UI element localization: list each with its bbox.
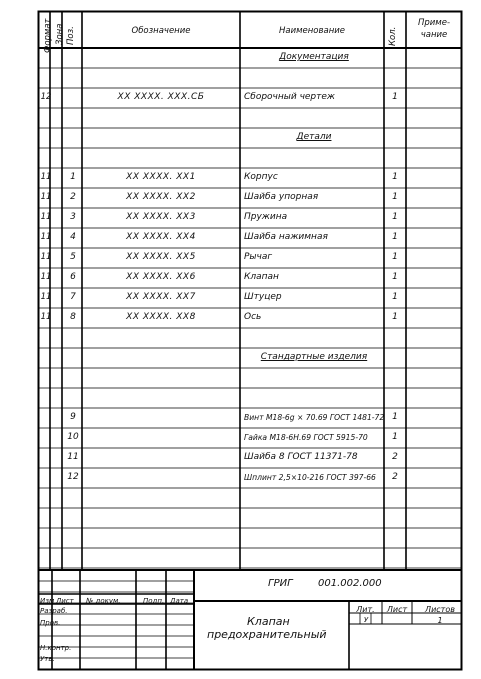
sheets-value: 1 xyxy=(437,616,443,625)
doc-code-number: 001.002.000 xyxy=(318,578,382,589)
cell-qty: 1 xyxy=(392,252,398,262)
cell-format: 11 xyxy=(40,172,52,182)
cell-designation: XX XXXX. XX8 xyxy=(126,312,196,322)
cell-qty: 1 xyxy=(392,312,398,322)
cell-name: Документация xyxy=(279,52,349,62)
cell-name: Клапан xyxy=(244,272,279,282)
cell-name: Шплинт 2,5×10-216 ГОСТ 397-66 xyxy=(244,473,376,482)
header-qty: Кол. xyxy=(388,26,398,46)
sheet-label: Лист xyxy=(386,605,408,614)
cell-designation: XX XXXX. XX2 xyxy=(126,192,196,202)
cell-name: Винт М18-6g × 70.69 ГОСТ 1481-72 xyxy=(244,413,385,422)
cell-qty: 2 xyxy=(392,452,398,462)
cell-name: Рычаг xyxy=(244,252,273,262)
cell-format: 11 xyxy=(40,292,52,302)
cell-pos: 6 xyxy=(70,272,76,282)
col-date: Дата xyxy=(170,597,189,605)
cell-designation: XX XXXX. XX3 xyxy=(126,212,196,222)
header-note-line2: чание xyxy=(420,30,448,40)
cell-format: 11 xyxy=(40,232,52,242)
cell-format: 11 xyxy=(40,272,52,282)
cell-name: Ось xyxy=(244,312,262,322)
cell-name: Шайба 8 ГОСТ 11371-78 xyxy=(244,452,358,462)
col-list: Лист xyxy=(56,597,74,605)
cell-pos: 3 xyxy=(70,212,76,222)
row-razrab: Разраб. xyxy=(40,607,68,615)
cell-qty: 1 xyxy=(392,92,398,102)
title-line1: Клапан xyxy=(247,615,290,628)
cell-pos: 12 xyxy=(67,472,79,482)
cell-designation: XX XXXX. XX1 xyxy=(126,172,196,182)
cell-format: 11 xyxy=(40,212,52,222)
sheets-label: Листов xyxy=(425,605,455,614)
cell-format: 11 xyxy=(40,312,52,322)
header-designation: Обозначение xyxy=(131,26,191,36)
cell-name: Корпус xyxy=(244,172,278,182)
cell-qty: 1 xyxy=(392,272,398,282)
cell-pos: 5 xyxy=(70,252,76,262)
cell-format: 11 xyxy=(40,252,52,262)
cell-pos: 11 xyxy=(67,452,79,462)
cell-qty: 1 xyxy=(392,232,398,242)
doc-code-org: ГРИГ xyxy=(268,578,293,589)
row-nkontr: Н.контр. xyxy=(40,644,72,652)
cell-designation: XX XXXX. XX7 xyxy=(126,292,196,302)
cell-qty: 2 xyxy=(392,472,398,482)
cell-pos: 9 xyxy=(70,412,76,422)
cell-pos: 4 xyxy=(70,232,76,242)
row-prov: Пров. xyxy=(40,619,61,627)
header-format: Формат xyxy=(43,18,53,53)
cell-designation: XX XXXX. XX5 xyxy=(126,252,196,262)
cell-format: 12 xyxy=(40,92,52,102)
cell-name: Стандартные изделия xyxy=(260,352,368,362)
row-utv: Утв. xyxy=(40,655,55,663)
header-note-line1: Приме- xyxy=(417,18,451,28)
col-izm: Изм xyxy=(40,597,55,605)
cell-pos: 2 xyxy=(70,192,76,202)
cell-name: Штуцер xyxy=(244,292,282,302)
cell-qty: 1 xyxy=(392,212,398,222)
cell-name: Гайка М18-6Н.69 ГОСТ 5915-70 xyxy=(244,433,368,442)
cell-qty: 1 xyxy=(392,412,398,422)
cell-qty: 1 xyxy=(392,192,398,202)
cell-pos: 10 xyxy=(67,432,79,442)
cell-designation: XX XXXX. XXX.СБ xyxy=(117,92,205,102)
header-name: Наименование xyxy=(278,26,346,36)
cell-qty: 1 xyxy=(392,292,398,302)
cell-format: 11 xyxy=(40,192,52,202)
cell-name: Сборочный чертеж xyxy=(244,92,336,102)
lit-label: Лит. xyxy=(356,605,375,614)
header-zone: Зона xyxy=(55,23,65,45)
cell-qty: 1 xyxy=(392,172,398,182)
cell-qty: 1 xyxy=(392,432,398,442)
cell-name: Шайба нажимная xyxy=(244,232,328,242)
cell-name: Шайба упорная xyxy=(244,192,319,202)
cell-pos: 8 xyxy=(70,312,76,322)
cell-designation: XX XXXX. XX6 xyxy=(126,272,196,282)
lit-value: У xyxy=(363,616,369,624)
title-line2: предохранительный xyxy=(207,628,327,641)
cell-name: Детали xyxy=(296,132,332,142)
cell-name: Пружина xyxy=(244,212,288,222)
col-doc: № докум. xyxy=(86,597,121,605)
header-pos: Поз. xyxy=(66,26,76,45)
cell-pos: 1 xyxy=(70,172,76,182)
cell-pos: 7 xyxy=(70,292,76,302)
col-sign: Подп. xyxy=(143,597,165,605)
cell-designation: XX XXXX. XX4 xyxy=(126,232,196,242)
